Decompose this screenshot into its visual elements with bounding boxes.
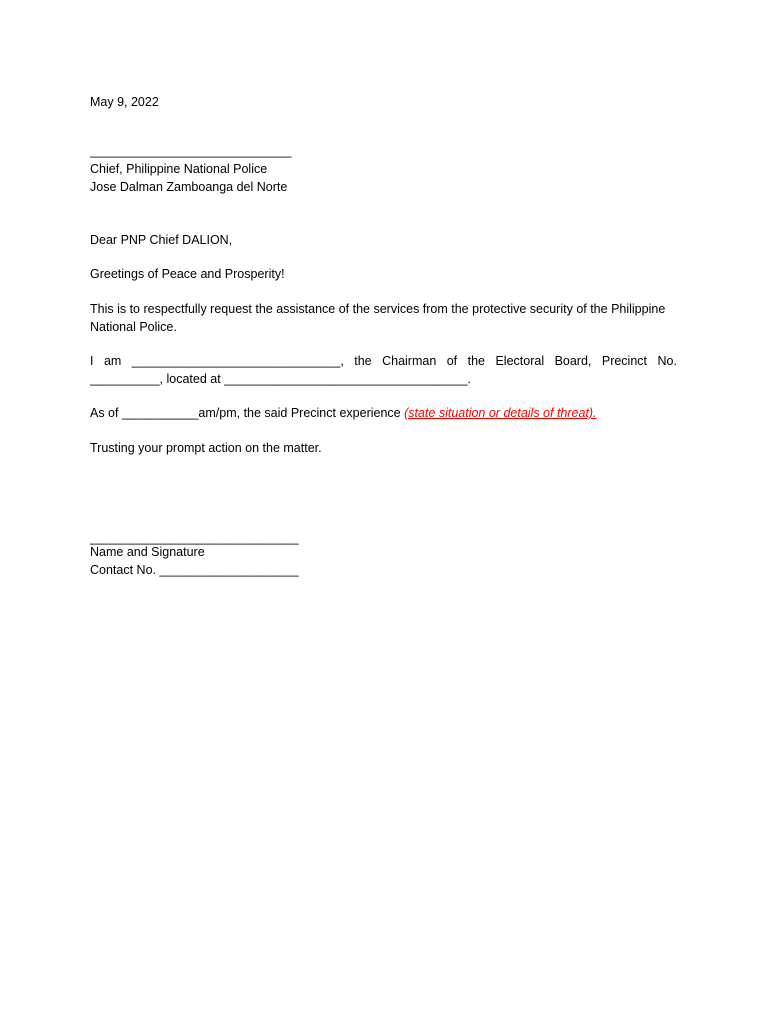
identity-word: No.	[657, 354, 677, 368]
letter-date: May 9, 2022	[90, 95, 159, 109]
greeting: Greetings of Peace and Prosperity!	[90, 267, 285, 281]
identity-word: Board,	[554, 354, 592, 368]
salutation: Dear PNP Chief DALION,	[90, 233, 233, 247]
chairman-name-blank: ______________________________,	[131, 354, 344, 368]
addressee-name-blank: _____________________________	[90, 144, 292, 158]
identity-word: I	[90, 354, 94, 368]
request-paragraph: This is to respectfully request the assistance of the services from the protective security of the Philippine National Police.	[90, 302, 666, 334]
contact-line: Contact No. ____________________	[90, 563, 299, 577]
situation-prefix: As of ___________am/pm, the said Precinct experience	[90, 406, 405, 420]
identity-line-1	[90, 352, 677, 370]
situation-note: (state situation or details of threat).	[404, 406, 597, 420]
situation-line	[90, 404, 597, 422]
identity-line-2: __________, located at ___________________________________.	[90, 372, 471, 386]
addressee-title: Chief, Philippine National Police	[90, 162, 268, 176]
identity-word: the	[354, 354, 372, 368]
addressee-location: Jose Dalman Zamboanga del Norte	[90, 180, 288, 194]
identity-word: of	[446, 354, 458, 368]
identity-word: Electoral	[495, 354, 545, 368]
identity-word: am	[103, 354, 122, 368]
identity-word: the	[467, 354, 486, 368]
closing-line: Trusting your prompt action on the matter.	[90, 441, 322, 455]
signature-label: Name and Signature	[90, 545, 205, 559]
identity-word: Chairman	[382, 354, 437, 368]
signature-blank: ______________________________	[90, 531, 299, 545]
identity-word: Precinct	[601, 354, 648, 368]
